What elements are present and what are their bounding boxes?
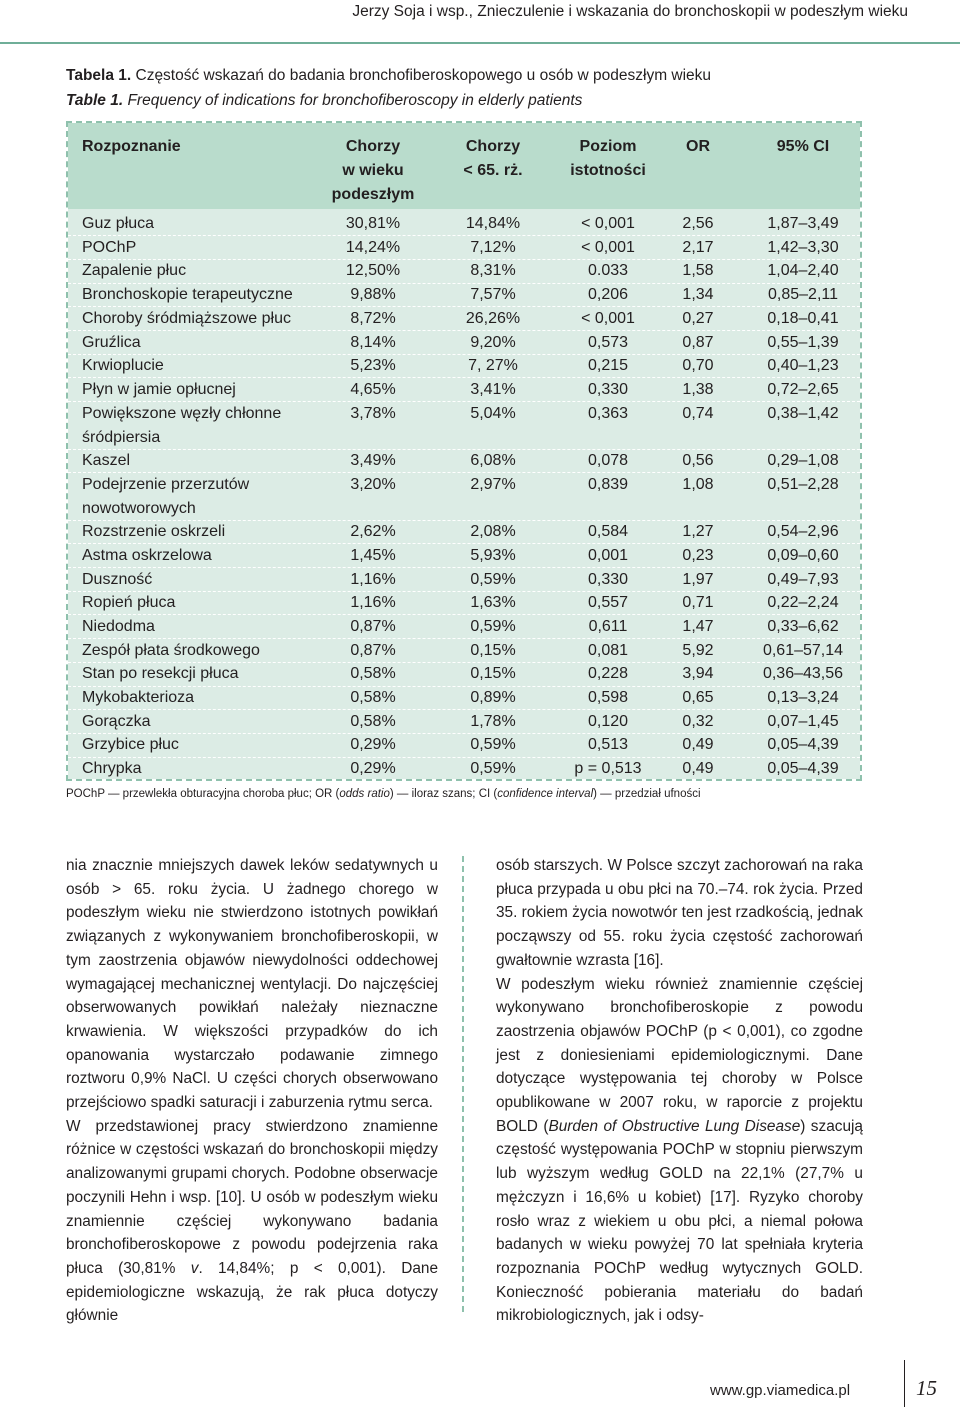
cell-significance: 0,228 — [587, 665, 629, 683]
cell-significance: 0,078 — [587, 452, 629, 469]
cell-diagnosis — [82, 662, 239, 686]
cell-significance: 0,598 — [587, 689, 629, 706]
cell-under65: 26,26% — [465, 309, 521, 327]
cell-under65: 1,63% — [470, 594, 516, 612]
indications-table — [66, 121, 862, 781]
cell-diagnosis — [82, 757, 142, 781]
cell-under65: 7, 27% — [468, 357, 518, 375]
cell-under65: 7,12% — [470, 238, 516, 256]
cell-ci: 0,29–1,08 — [767, 452, 839, 469]
cell-or: 0,65 — [682, 689, 714, 706]
cell-under65: 2,08% — [470, 523, 516, 541]
cell-significance: 0,120 — [587, 712, 629, 730]
cell-or: 0,32 — [682, 712, 714, 730]
header-line: istotności — [570, 162, 646, 179]
header-line: Chorzy — [345, 138, 401, 155]
cell-diagnosis — [82, 568, 152, 592]
cell-diagnosis — [82, 331, 141, 355]
header-line: < 65. rż. — [463, 162, 523, 179]
cell-ci: 0,85–2,11 — [768, 286, 838, 304]
cell-ci: 0,07–1,45 — [767, 712, 839, 730]
paragraph-text: v — [190, 1259, 199, 1277]
paragraph-text: osób starszych. W Polsce szczyt zachorowań na raka płuca przypada u obu płci na 70.–74. rok życia. Przed 35. rokiem życia nowotwór ten jest rzadkością, jednak począwszy od 55. roku życia częstość zachorowań gwałtownie wzrasta [16]. — [496, 857, 863, 969]
header-or — [648, 135, 748, 159]
cell-diagnosis — [82, 544, 212, 568]
diagnosis-line: Bronchoskopie terapeutyczne — [82, 286, 293, 304]
table-caption-polish — [66, 64, 711, 88]
cell-ci: 0,61–57,14 — [762, 641, 844, 659]
paragraph — [496, 854, 863, 973]
cell-diagnosis — [82, 615, 155, 639]
header-line: OR — [686, 138, 710, 155]
cell-significance: 0,330 — [587, 380, 629, 398]
cell-elderly: 8,72% — [350, 309, 396, 327]
header-line: Poziom — [579, 138, 637, 155]
cell-under65: 8,31% — [470, 262, 516, 280]
cell-ci: 0,38–1,42 — [767, 404, 839, 422]
cell-elderly: 2,62% — [350, 523, 396, 541]
cell-or: 3,94 — [682, 665, 714, 683]
cell-elderly: 0,58% — [350, 665, 396, 683]
caption-label: Table 1. — [66, 92, 124, 109]
footer-url: www.gp.viamedica.pl — [710, 1382, 851, 1399]
paragraph-text: . 14,84%; p < 0,001). Dane epidemiologiczne wskazują, że rak płuca dotyczy głównie — [66, 1259, 439, 1325]
cell-elderly: 1,16% — [350, 570, 396, 588]
cell-under65: 3,41% — [470, 380, 516, 398]
header-line: podeszłym — [331, 186, 415, 203]
cell-significance: 0,363 — [587, 404, 629, 422]
cell-ci: 0,72–2,65 — [767, 380, 839, 398]
cell-significance: 0,081 — [587, 641, 629, 659]
cell-ci: 1,42–3,30 — [767, 238, 839, 256]
paragraph-text: W przedstawionej pracy stwierdzono znamienne różnice w częstości wskazań do bronchoskopii między analizowanymi grupami chorych. Podobne obserwacje poczynili Hehn i wsp. [10]. U osób w podeszłym wieku znamiennie częściej wykonywano badania bronchofiberoskopowe z powodu podejrzenia raka płuca (30,81% — [66, 1117, 438, 1277]
table-body — [68, 209, 860, 779]
page-number: 15 — [916, 1376, 937, 1400]
paragraph — [496, 973, 863, 1329]
cell-ci: 0,13–3,24 — [767, 689, 839, 706]
caption-text: Frequency of indications for bronchofiberoscopy in elderly patients — [123, 92, 583, 109]
cell-diagnosis — [82, 520, 225, 544]
cell-diagnosis — [82, 733, 179, 757]
cell-or: 0,27 — [682, 309, 714, 327]
paragraph-text: W podeszłym wieku również znamiennie częściej wykonywano bronchofiberoskopie z powodu zaostrzenia objawów POChP (p < 0,001), co zgodne jest z doniesieniami epidemiologicznymi. Dane dotyczące występowania tej choroby w Polsce opublikowane w 2007 roku, w raporcie z projektu BOLD ( — [496, 975, 863, 1135]
cell-ci: 0,05–4,39 — [767, 760, 839, 778]
cell-significance: 0,330 — [587, 570, 629, 588]
cell-elderly: 3,20% — [350, 475, 396, 493]
cell-elderly: 4,65% — [350, 380, 396, 398]
paragraph-text: nia znacznie mniejszych dawek leków sedatywnych u osób > 65. roku życia. U żadnego chorego w podeszłym wieku nie stwierdzono istotnych powikłań związanych z wykonywaniem bronchofiberoskopii, w tym zaostrzenia objawów niewydolności oddechowej wymagającej mechanicznej wentylacji. Do najczęściej obserwowanych powikłań należały nieznaczne krwawienia. W większości przypadków do ich opanowania wystarczało podawanie zimnego roztworu 0,9% NaCl. U części chorych obserwowano przejściowo spadki saturacji i zaburzenia rytmu serca. — [66, 857, 438, 1112]
cell-ci: 0,22–2,24 — [767, 594, 839, 612]
cell-elderly: 12,50% — [345, 262, 401, 280]
diagnosis-line: Krwioplucie — [82, 357, 164, 375]
cell-under65: 6,08% — [470, 452, 516, 469]
cell-diagnosis — [82, 639, 260, 663]
header-line: Rozpoznanie — [82, 138, 181, 155]
cell-significance: < 0,001 — [581, 215, 635, 232]
cell-diagnosis — [82, 212, 154, 236]
caption-text: Częstość wskazań do badania bronchofiberoskopowego u osób w podeszłym wieku — [131, 67, 712, 84]
cell-diagnosis — [82, 283, 293, 307]
footnote-part: ) — przedział ufności — [593, 788, 701, 800]
cell-ci: 1,04–2,40 — [767, 262, 839, 280]
cell-diagnosis — [82, 591, 175, 615]
cell-or: 0,71 — [682, 594, 714, 612]
cell-significance: 0,215 — [587, 357, 629, 375]
cell-elderly: 0,29% — [350, 760, 396, 778]
diagnosis-line: Powiększone węzły chłonne — [82, 404, 282, 422]
cell-significance: 0.033 — [587, 262, 629, 280]
cell-elderly: 0,87% — [350, 641, 396, 659]
cell-under65: 0,59% — [470, 617, 516, 635]
cell-significance: < 0,001 — [581, 309, 635, 327]
cell-diagnosis — [82, 402, 281, 450]
cell-under65: 1,78% — [470, 712, 516, 730]
cell-significance: 0,206 — [587, 286, 629, 304]
table-header — [68, 123, 860, 209]
header-line: Chorzy — [465, 138, 521, 155]
cell-or: 1,08 — [682, 475, 714, 493]
caption-label: Tabela 1. — [66, 67, 132, 84]
cell-ci: 0,54–2,96 — [767, 523, 839, 541]
cell-ci: 0,05–4,39 — [767, 736, 839, 754]
cell-elderly: 8,14% — [350, 333, 396, 351]
paragraph — [66, 854, 438, 1115]
cell-under65: 14,84% — [465, 215, 521, 232]
cell-or: 0,70 — [682, 357, 714, 375]
cell-or: 1,97 — [682, 570, 714, 588]
body-column-right — [496, 854, 863, 1328]
cell-ci: 0,36–43,56 — [762, 665, 844, 683]
diagnosis-line: Gorączka — [82, 712, 151, 730]
cell-under65: 0,15% — [470, 641, 516, 659]
cell-ci: 0,49–7,93 — [767, 570, 839, 588]
cell-ci: 0,18–0,41 — [767, 309, 839, 327]
diagnosis-line: Chrypka — [82, 760, 142, 778]
cell-significance: 0,001 — [587, 546, 629, 564]
header-line: w wieku — [342, 162, 404, 179]
cell-under65: 0,15% — [470, 665, 516, 683]
cell-or: 1,38 — [682, 380, 714, 398]
diagnosis-line: Mykobakterioza — [82, 689, 195, 706]
cell-diagnosis — [82, 378, 236, 402]
table-caption-english — [66, 89, 582, 113]
header-under65 — [438, 135, 548, 183]
cell-significance: p = 0,513 — [574, 760, 642, 778]
table-footnote — [66, 788, 701, 800]
diagnosis-line: Zespół płata środkowego — [82, 641, 260, 659]
cell-under65: 0,59% — [470, 570, 516, 588]
cell-ci: 0,33–6,62 — [767, 617, 839, 635]
cell-or: 0,49 — [682, 736, 714, 754]
body-column-left — [66, 854, 438, 1328]
cell-or: 1,27 — [682, 523, 714, 541]
cell-diagnosis — [82, 307, 291, 331]
cell-under65: 0,89% — [470, 689, 516, 706]
cell-under65: 0,59% — [470, 760, 516, 778]
column-divider — [462, 856, 464, 1312]
footnote-part: POChP — przewlekła obturacyjna choroba płuc; OR ( — [66, 788, 340, 800]
diagnosis-line: Gruźlica — [82, 333, 141, 351]
diagnosis-line: Zapalenie płuc — [82, 262, 187, 280]
diagnosis-line: śródpiersia — [82, 428, 161, 446]
cell-or: 0,74 — [682, 404, 714, 422]
cell-diagnosis — [82, 236, 136, 260]
cell-elderly: 3,49% — [350, 452, 396, 469]
cell-or: 2,56 — [682, 215, 714, 232]
cell-ci: 0,40–1,23 — [767, 357, 839, 375]
cell-elderly: 1,45% — [350, 546, 396, 564]
diagnosis-line: Niedodma — [82, 617, 155, 635]
cell-under65: 5,93% — [470, 546, 516, 564]
cell-significance: < 0,001 — [581, 238, 635, 256]
cell-diagnosis — [82, 449, 130, 473]
footnote-part: odds ratio — [339, 788, 390, 800]
cell-elderly: 14,24% — [345, 238, 401, 256]
cell-or: 1,47 — [682, 617, 714, 635]
diagnosis-line: Kaszel — [82, 452, 131, 469]
cell-under65: 7,57% — [470, 286, 516, 304]
footnote-part: confidence interval — [497, 788, 594, 800]
cell-under65: 0,59% — [470, 736, 516, 754]
diagnosis-line: Ropień płuca — [82, 594, 176, 612]
cell-elderly: 0,87% — [350, 617, 396, 635]
header-elderly — [318, 135, 428, 207]
cell-or: 1,34 — [682, 286, 714, 304]
cell-elderly: 0,58% — [350, 689, 396, 706]
cell-diagnosis — [82, 710, 150, 734]
diagnosis-line: Duszność — [82, 570, 153, 588]
cell-significance: 0,584 — [587, 523, 629, 541]
cell-ci: 0,51–2,28 — [767, 475, 839, 493]
cell-or: 2,17 — [682, 238, 714, 256]
cell-or: 0,23 — [682, 546, 714, 564]
footnote-part: ) — iloraz szans; CI ( — [389, 788, 498, 800]
diagnosis-line: Płyn w jamie opłucnej — [82, 380, 236, 398]
paragraph-text: ) szacują częstość występowania POChP w stopniu pierwszym lub wyższym według GOLD na 22,1% (27,7% u mężczyzn i 16,6% u kobiet) [17]. Ryzyko choroby rosło wraz z wiekiem u obu płci, a niemal połowa badanych w wieku powyżej 70 lat spełniała kryteria rozpoznania POChP według wytycznych GOLD. Konieczność pobierania materiału do badań mikrobiologicznych, jak i odsy- — [496, 1117, 863, 1325]
cell-diagnosis — [82, 473, 249, 521]
cell-diagnosis — [82, 686, 194, 710]
cell-diagnosis — [82, 354, 164, 378]
diagnosis-line: Stan po resekcji płuca — [82, 665, 239, 683]
header-diagnosis — [82, 135, 181, 159]
diagnosis-line: POChP — [82, 238, 137, 256]
diagnosis-line: Grzybice płuc — [82, 736, 179, 754]
cell-elderly: 5,23% — [350, 357, 396, 375]
paragraph-text: Burden of Obstructive Lung Disease — [548, 1117, 801, 1135]
cell-elderly: 0,58% — [350, 712, 396, 730]
paragraph — [66, 1115, 438, 1328]
cell-elderly: 1,16% — [350, 594, 396, 612]
cell-diagnosis — [82, 259, 186, 283]
cell-or: 1,58 — [682, 262, 714, 280]
cell-ci: 0,09–0,60 — [767, 546, 839, 564]
diagnosis-line: nowotworowych — [82, 499, 196, 517]
cell-or: 0,56 — [682, 452, 714, 469]
cell-or: 5,92 — [682, 641, 714, 659]
cell-elderly: 3,78% — [350, 404, 396, 422]
cell-significance: 0,557 — [587, 594, 629, 612]
cell-significance: 0,513 — [587, 736, 629, 754]
running-head: Jerzy Soja i wsp., Znieczulenie i wskazania do bronchoskopii w podeszłym wieku — [0, 0, 960, 44]
cell-ci: 0,55–1,39 — [767, 333, 839, 351]
cell-or: 0,87 — [682, 333, 714, 351]
cell-significance: 0,839 — [587, 475, 629, 493]
diagnosis-line: Rozstrzenie oskrzeli — [82, 523, 226, 541]
cell-significance: 0,611 — [588, 617, 628, 635]
header-line: 95% CI — [776, 138, 830, 155]
cell-under65: 5,04% — [470, 404, 516, 422]
diagnosis-line: Guz płuca — [82, 215, 155, 232]
diagnosis-line: Choroby śródmiąższowe płuc — [82, 309, 291, 327]
cell-or: 0,49 — [682, 760, 714, 778]
diagnosis-line: Podejrzenie przerzutów — [82, 475, 250, 493]
header-ci — [748, 135, 858, 159]
cell-elderly: 30,81% — [345, 215, 401, 232]
cell-under65: 9,20% — [470, 333, 516, 351]
cell-elderly: 9,88% — [350, 286, 396, 304]
cell-elderly: 0,29% — [350, 736, 396, 754]
diagnosis-line: Astma oskrzelowa — [82, 546, 212, 564]
cell-under65: 2,97% — [470, 475, 516, 493]
cell-ci: 1,87–3,49 — [767, 215, 839, 232]
cell-significance: 0,573 — [587, 333, 629, 351]
